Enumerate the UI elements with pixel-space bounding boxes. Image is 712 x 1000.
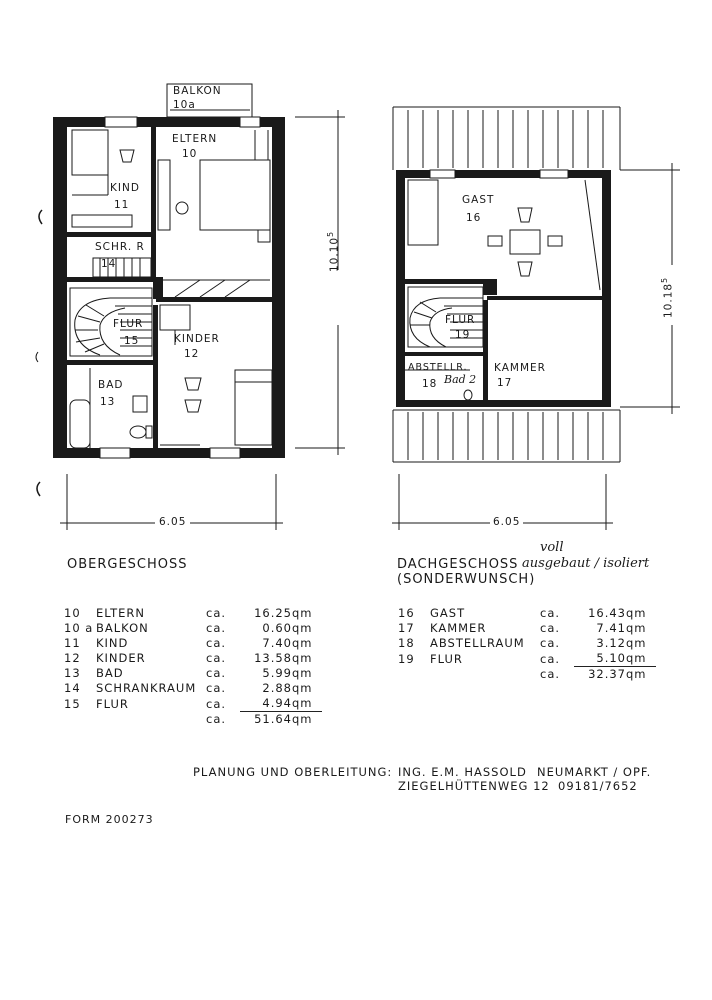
dachgeschoss-heading: DACHGESCHOSS [397,557,519,572]
room-number-bad: 13 [100,396,116,408]
total-value: 32.37 [588,667,626,681]
area-unit: qm [292,696,322,712]
area-value: 2.88 [262,681,292,695]
room-name: BALKON [96,621,149,635]
table-row [64,651,322,666]
room-number: 12 [64,651,81,665]
area-unit: qm [626,606,647,620]
area-value: 7.40 [262,636,292,650]
room-number: 17 [398,621,415,635]
ca-label: ca. [206,651,227,665]
room-label-kind: KIND [110,182,140,194]
area-unit: qm [626,621,647,635]
ca-label: ca. [206,606,227,620]
table-row [398,636,656,651]
room-label-schrankraum: SCHR. R [95,241,145,253]
firm-street: ZIEGELHÜTTENWEG 12 [398,779,550,793]
room-number-flur: 15 [124,335,140,347]
ca-label: ca. [540,667,561,681]
bad2-handwritten-note: Bad 2 [444,373,477,386]
table-row [398,621,656,636]
firm-name: ING. E.M. HASSOLD [398,765,527,779]
area-unit: qm [292,636,313,650]
area-unit: qm [292,666,313,680]
area-value: 3.12 [596,636,626,650]
area-unit: qm [626,667,647,681]
ca-label: ca. [540,651,561,666]
obergeschoss-heading: OBERGESCHOSS [67,557,188,572]
area-unit: qm [292,606,313,620]
room-number-kind: 11 [114,199,130,211]
room-label-flur: FLUR [113,318,144,330]
room-label-gast: GAST [462,194,495,206]
room-number: 10 a [64,621,94,635]
area-value: 5.99 [262,666,292,680]
table-row [398,606,656,621]
planning-label: PLANUNG UND OBERLEITUNG: [193,765,393,779]
table-row [64,606,322,621]
width-dimension-og: 6.05 [156,516,189,528]
area-unit: qm [292,621,313,635]
ca-label: ca. [206,681,227,695]
room-label-flur-dg: FLUR [445,314,476,326]
ca-label: ca. [206,712,227,726]
area-value: 5.10 [574,651,626,667]
room-label-abstellraum: ABSTELLR. [408,362,468,373]
table-row [64,696,322,712]
area-unit: qm [626,651,656,667]
table-row [398,651,656,667]
room-name: ELTERN [96,606,145,620]
room-number-gast: 16 [466,212,482,224]
room-number: 19 [398,651,415,666]
room-number-kinder: 12 [184,348,200,360]
handwritten-note-voll: voll [540,540,564,555]
area-unit: qm [626,636,647,650]
ca-label: ca. [206,696,227,711]
firm-phone: 09181/7652 [558,779,638,793]
room-name: KAMMER [430,621,487,635]
width-dimension-dg: 6.05 [490,516,523,528]
room-label-balkon: BALKON [173,85,222,97]
area-value: 13.58 [254,651,292,665]
firm-city: NEUMARKT / OPF. [537,765,652,779]
room-number-balkon: 10a [173,99,196,111]
table-row [64,636,322,651]
table-row [64,681,322,696]
room-label-bad: BAD [98,379,124,391]
room-number: 13 [64,666,81,680]
ca-label: ca. [540,636,561,650]
area-value: 16.25 [254,606,292,620]
room-number: 18 [398,636,415,650]
room-number: 16 [398,606,415,620]
dachgeschoss-area-table [398,606,656,682]
height-dimension-og: 10.10$^5$ [326,230,341,272]
handwritten-note-ausgebaut: ausgebaut / isoliert [522,556,650,571]
room-name: GAST [430,606,466,620]
area-unit: qm [292,651,313,665]
room-number: 15 [64,696,81,711]
room-number: 11 [64,636,81,650]
area-value: 16.43 [588,606,626,620]
room-number-eltern: 10 [182,148,198,160]
area-value: 0.60 [262,621,292,635]
form-number: FORM 200273 [65,813,154,826]
table-row [64,666,322,681]
table-row [64,621,322,636]
room-label-kammer: KAMMER [494,362,546,374]
room-name: ABSTELLRAUM [430,636,525,650]
total-row [64,712,322,728]
room-name: FLUR [430,651,463,666]
area-unit: qm [292,681,313,695]
dachgeschoss-plan [392,107,680,530]
room-label-eltern: ELTERN [172,133,218,145]
ca-label: ca. [206,621,227,635]
total-row [398,667,656,683]
room-number: 10 [64,606,81,620]
area-value: 4.94 [240,696,292,712]
room-name: KINDER [96,651,146,665]
total-value: 51.64 [254,712,292,726]
ca-label: ca. [540,621,561,635]
room-name: SCHRANKRAUM [96,681,197,695]
room-number: 14 [64,681,81,695]
room-number-abstellraum: 18 [422,378,438,390]
height-dimension-dg: 10.18$^5$ [660,276,675,318]
room-number-flur-dg: 19 [455,329,471,341]
obergeschoss-area-table [64,606,322,727]
ca-label: ca. [206,666,227,680]
room-name: BAD [96,666,124,680]
area-unit: qm [292,712,313,726]
ca-label: ca. [540,606,561,620]
room-label-kinder: KINDER [174,333,220,345]
room-number-schrankraum: 14 [101,258,117,270]
dachgeschoss-subheading: (SONDERWUNSCH) [397,572,536,587]
room-name: KIND [96,636,129,650]
room-number-kammer: 17 [497,377,513,389]
ca-label: ca. [206,636,227,650]
room-name: FLUR [96,696,129,711]
area-value: 7.41 [596,621,626,635]
